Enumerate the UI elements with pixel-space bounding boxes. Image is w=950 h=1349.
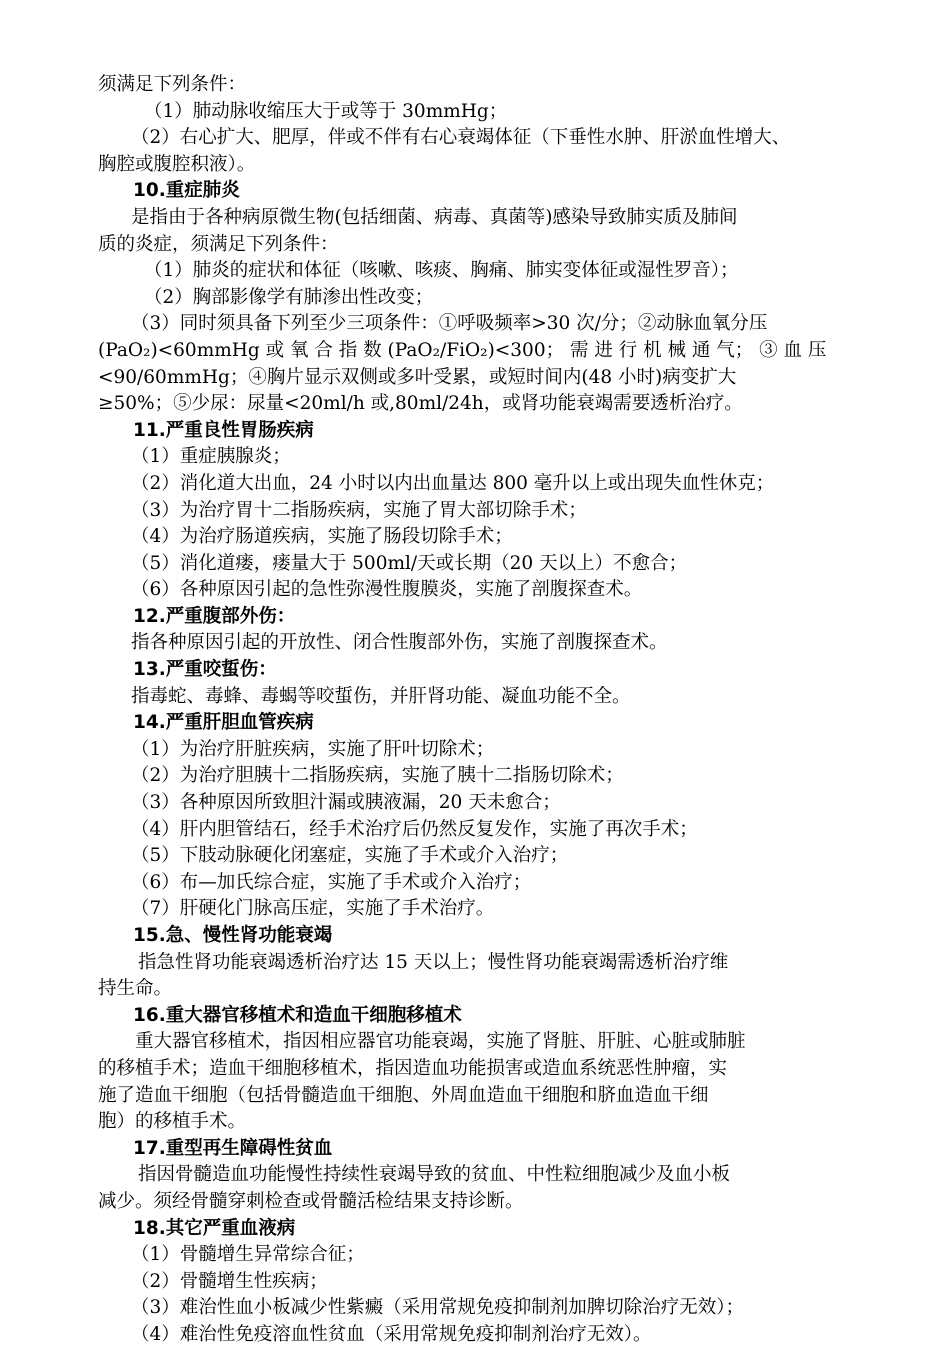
section-heading: 14.严重肝胆血管疾病 bbox=[133, 712, 314, 734]
list-item: （3）难治性血小板减少性紫癜（采用常规免疫抑制剂加脾切除治疗无效）； bbox=[131, 1297, 745, 1319]
list-item: （4）难治性免疫溶血性贫血（采用常规免疫抑制剂治疗无效）。 bbox=[131, 1323, 652, 1345]
list-item: （1）重症胰腺炎； bbox=[131, 446, 291, 468]
paragraph-line: 的移植手术；造血干细胞移植术，指因造血功能损害或造血系统恶性肿瘤，实 bbox=[98, 1057, 728, 1079]
list-item: （7）肝硬化门脉高压症，实施了手术治疗。 bbox=[131, 898, 495, 920]
section-heading: 17.重型再生障碍性贫血 bbox=[133, 1137, 333, 1159]
list-item: （2）胸部影像学有肺渗出性改变； bbox=[144, 286, 434, 308]
text-line: 须满足下列条件： bbox=[98, 74, 247, 95]
list-item: （4）为治疗肠道疾病，实施了肠段切除手术； bbox=[131, 526, 513, 548]
list-item: （2）骨髓增生性疾病； bbox=[131, 1270, 328, 1292]
paragraph-line: 质的炎症，须满足下列条件： bbox=[98, 233, 339, 255]
paragraph-line: 指毒蛇、毒蜂、毒蝎等咬蜇伤，并肝肾功能、凝血功能不全。 bbox=[131, 685, 631, 707]
paragraph-line: 是指由于各种病原微生物(包括细菌、病毒、真菌等)感染导致肺实质及肺间 bbox=[131, 206, 738, 228]
paragraph-line: 指因骨髓造血功能慢性持续性衰竭导致的贫血、中性粒细胞减少及血小板 bbox=[138, 1164, 731, 1186]
section-heading: 15.急、慢性肾功能衰竭 bbox=[133, 925, 333, 946]
paragraph-line: 减少。须经骨髓穿刺检查或骨髓活检结果支持诊断。 bbox=[98, 1190, 524, 1212]
list-item: （2）消化道大出血，24 小时以内出血量达 800 毫升以上或出现失血性休克； bbox=[131, 472, 775, 494]
list-item: （2）右心扩大、肥厚，伴或不伴有右心衰竭体征（下垂性水肿、肝淤血性增大、 bbox=[131, 127, 791, 149]
section-heading: 13.严重咬蜇伤： bbox=[133, 659, 277, 681]
text-line: 胸腔或腹腔积液）。 bbox=[98, 153, 256, 175]
list-item-continuation: <90/60mmHg；④胸片显示双侧或多叶受累，或短时间内(48 小时)病变扩大 bbox=[98, 366, 737, 388]
list-item: （3）同时须具备下列至少三项条件：①呼吸频率>30 次/分；②动脉血氧分压 bbox=[131, 313, 768, 335]
paragraph-line: 指急性肾功能衰竭透析治疗达 15 天以上；慢性肾功能衰竭需透析治疗维 bbox=[138, 951, 729, 973]
list-item: （3）为治疗胃十二指肠疾病，实施了胃大部切除手术； bbox=[131, 499, 587, 521]
paragraph-line: 重大器官移植术，指因相应器官功能衰竭，实施了肾脏、肝脏、心脏或肺脏 bbox=[135, 1031, 746, 1053]
list-item: （5）消化道瘘，瘘量大于 500ml/天或长期（20 天以上）不愈合； bbox=[131, 552, 688, 574]
list-item: （2）为治疗胆胰十二指肠疾病，实施了胰十二指肠切除术； bbox=[131, 765, 624, 787]
list-item-continuation: ≥50%；⑤少尿：尿量<20ml/h 或,80ml/24h，或肾功能衰竭需要透析治疗。 bbox=[98, 393, 743, 415]
section-heading: 18.其它严重血液病 bbox=[133, 1217, 296, 1239]
section-heading: 16.重大器官移植术和造血干细胞移植术 bbox=[133, 1004, 462, 1026]
list-item: （1）肺炎的症状和体征（咳嗽、咳痰、胸痛、肺实变体征或湿性罗音）； bbox=[144, 260, 739, 282]
section-heading: 11.严重良性胃肠疾病 bbox=[133, 419, 314, 441]
list-item-continuation: (PaO₂)<60mmHg 或 氧 合 指 数 (PaO₂/FiO₂)<300； 需 进 行 机 械 通 气； ③ 血 压 bbox=[98, 339, 827, 361]
section-heading: 12.严重腹部外伤： bbox=[133, 605, 296, 627]
list-item: （1）为治疗肝脏疾病，实施了肝叶切除术； bbox=[131, 738, 495, 760]
paragraph-line: 持生命。 bbox=[98, 978, 173, 1000]
list-item: （3）各种原因所致胆汁漏或胰液漏，20 天未愈合； bbox=[131, 792, 561, 814]
list-item: （6）布—加氏综合症，实施了手术或介入治疗； bbox=[131, 871, 532, 893]
paragraph-line: 胞）的移植手术。 bbox=[98, 1111, 247, 1133]
paragraph-line: 施了造血干细胞（包括骨髓造血干细胞、外周血造血干细胞和脐血造血干细 bbox=[98, 1084, 709, 1106]
list-item: （1）肺动脉收缩压大于或等于 30mmHg； bbox=[144, 100, 508, 122]
list-item: （1）骨髓增生异常综合征； bbox=[131, 1244, 365, 1266]
list-item: （4）肝内胆管结石，经手术治疗后仍然反复发作，实施了再次手术； bbox=[131, 818, 698, 840]
list-item: （5）下肢动脉硬化闭塞症，实施了手术或介入治疗； bbox=[131, 845, 569, 867]
paragraph-line: 指各种原因引起的开放性、闭合性腹部外伤，实施了剖腹探查术。 bbox=[131, 632, 668, 654]
list-item: （6）各种原因引起的急性弥漫性腹膜炎，实施了剖腹探查术。 bbox=[131, 579, 643, 601]
section-heading: 10.重症肺炎 bbox=[133, 180, 240, 202]
